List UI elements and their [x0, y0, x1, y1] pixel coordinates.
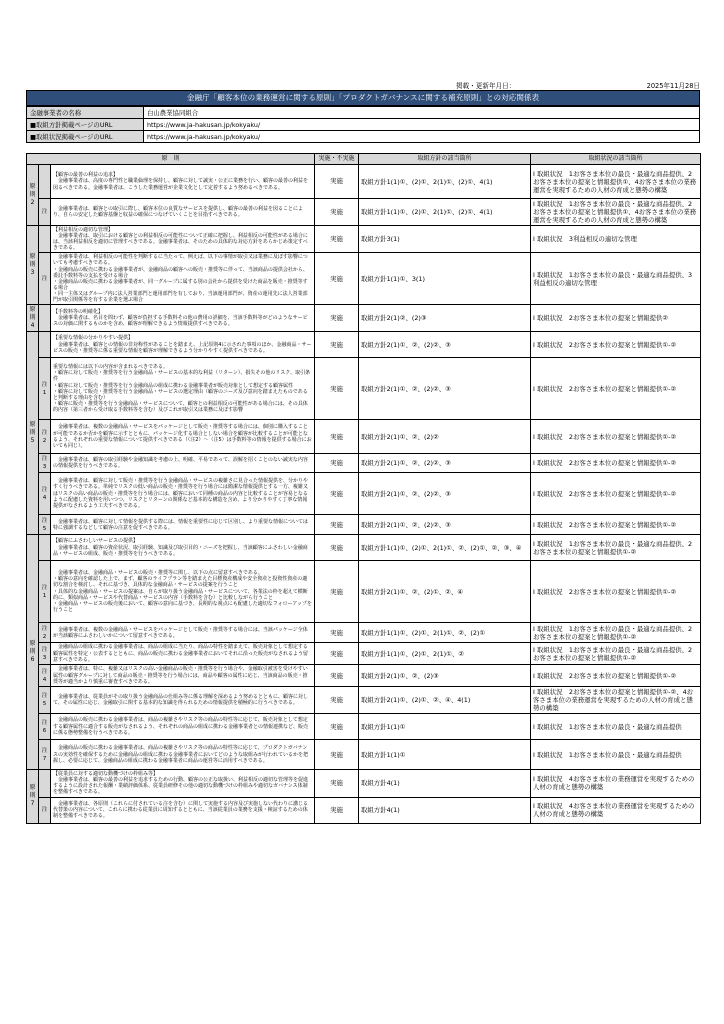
policy-reference: 取組方針2(1)①、②、(2)②、③ [359, 515, 531, 535]
principle-text: 金融商品の販売に携わる金融事業者は、商品の複雑さやリスク等の商品の特性等に応じて、プロダクトガバナンスの実効性を確保するために金融商品の組成に携わる金融事業者においてどのような取組みが行われているかを把握し、必要に応じて、金融商品の組成に携わる金融事業者に商品の運営等に活用すべきである。 [51, 740, 315, 770]
policy-reference: 取組方針2(1)①、②、(2)②、③ [359, 358, 531, 420]
implementation-status: 実施 [315, 226, 359, 253]
info-key: ■取組状況掲載ページのURL [27, 131, 144, 143]
policy-reference: 取組方針2(1)①、②、(2)③ [359, 665, 531, 687]
status-reference: Ⅰ 取組状況 2お客さま本位の提案と情報提供①-②、4お客さま本位の業務運営を実現するための人材の育成と態勢の構築 [531, 687, 701, 714]
principle-text: 金融事業者は、複数の金融商品・サービスをパッケージとして販売・推奨等する場合には、個別に購入することが可能であるか否かを顧客に示すとともに、パッケージ化する場合としない場合を顧客が比較することが可能となるよう、それぞれの重要な情報について提供すべきである（（注2）～（注5）は手数料等の情報を提供する場合においても同じ）。 [51, 420, 315, 454]
note-number: 注 [39, 199, 51, 226]
principle-text: 金融事業者は、各原則（これらに付されている注を含む）に関して実施する内容及び実施しない代わりに講じる代替策の内容について、これらに携わる従業員に周知するとともに、当該従業員の業務を支援・検証するための体制を整備すべきである。 [51, 797, 315, 823]
policy-reference: 取組方針2(1)①、②、(2)①、②、④ [359, 561, 531, 623]
policy-reference: 取組方針1(1)① [359, 740, 531, 770]
policy-reference: 取組方針4(1) [359, 797, 531, 823]
principle-text: 金融事業者は、複数の金融商品・サービスをパッケージとして販売・推奨等する場合には、当該パッケージ全体が当該顧客にふさわしいかについて留意すべきである。 [51, 623, 315, 643]
table-row [27, 797, 701, 823]
principle-text: 金融事業者は、特に、複雑又はリスクの高い金融商品の販売・推奨等を行う場合や、金融取引被害を受けやすい属性の顧客グループに対して商品の販売・推奨等を行う場合には、商品や顧客の属性に応じ、当該商品の販売・推奨等が適当かより慎重に審査すべきである。 [51, 665, 315, 687]
info-value: 白山農業協同組合 [144, 107, 700, 119]
status-reference: Ⅰ 取組状況 1お客さま本位の最良・最適な商品提供 [531, 714, 701, 740]
implementation-status: 実施 [315, 253, 359, 305]
policy-reference: 取組方針1(1)①、(2)①、2(1)①、②、(2)① [359, 623, 531, 643]
company-info-table [26, 106, 700, 143]
principle-text: 金融事業者は、金融商品・サービスの販売・推奨等に関し、以下の点に留意すべきである。 ・顧客の意向を確認した上で、まず、顧客のライフプラン等を踏まえた目標資産構成や安全資産と投資性資産の適切な割合を検討し、それに基づき、具体的な金融商品・サービスの提案を行うこと ・具体的な金融商品・サービスの提案は、自らが取り扱う金融商品・サービスについて、各業法の枠を超えて横断的に、類似商品・サービスや代替商品・サービスの内容（手数料を含む）と比較しながら行うこと ・金融商品・サービスの販売後において、顧客の意向に基づき、長期的な視点にも配慮した適切なフォローアップを行うこと [51, 561, 315, 623]
info-row-policy-url [27, 119, 700, 131]
status-reference: Ⅰ 取組状況 2お客さま本位の提案と情報提供①-② [531, 332, 701, 358]
policy-reference: 取組方針2(1)①、②、(2)②、③ [359, 473, 531, 515]
header-implementation: 実施・不実施 [315, 154, 359, 165]
update-date-line [26, 80, 700, 90]
note-number [39, 535, 51, 561]
principle-text: 重要な情報には以下の内容が含まれるべきである。 ・顧客に対して販売・推奨等を行う金融商品・サービスの基本的な利益（リターン）、損失その他のリスク、取引条件 ・顧客に対して販売・推奨等を行う金融商品の組成に携わる金融事業者が販売対象として想定する顧客属性 ・顧客に対して販売・推奨等を行う金融商品・サービスの選定理由（顧客のニーズ及び意向を踏まえたものであると判断する理由を含む） ・顧客に販売・推奨等を行う金融商品・サービスについて、顧客との利益相反の可能性がある場合には、その具体的内容（第三者から受け取る手数料等を含む）及びこれが取引又は業務に及ぼす影響 [51, 358, 315, 420]
principle-text: 【従業員に対する適切な動機づけの枠組み等】 金融事業者は、顧客の最善の利益を追求するための行動、顧客の公正な取扱い、利益相反の適切な管理等を促進するように設計された報酬・業績評価体系、従業員研修その他の適切な動機づけの枠組みや適切なガバナンス体制を整備すべきである。 [51, 770, 315, 797]
status-reference: Ⅰ 取組状況 2お客さま本位の提案と情報提供①-② [531, 358, 701, 420]
status-reference: Ⅰ 取組状況 2お客さま本位の提案と情報提供①-② [531, 420, 701, 454]
principle-text: 金融商品の販売に携わる金融事業者は、商品の複雑さやリスク等の商品の特性等に応じて、販売対象として想定する顧客属性に適合する販売がなされるよう、それぞれの商品の組成に携わる金融事業者との情報連携など、販売に係る態勢整備を行うべきである。 [51, 714, 315, 740]
principle-text: 金融事業者は、顧客との取引に際し、顧客本位の良質なサービスを提供し、顧客の最善の利益を図ることにより、自らの安定した顧客基盤と収益の確保につなげていくことを目指すべきである。 [51, 199, 315, 226]
status-reference: Ⅰ 取組状況 1お客さま本位の最良・最適な商品提供、3利益相反の適切な管理 [531, 253, 701, 305]
table-row [27, 305, 701, 332]
note-number [39, 332, 51, 358]
note-number [39, 226, 51, 253]
principle-text: 【利益相反の適切な管理】 金融事業者は、取引における顧客との利益相反の可能性について正確に把握し、利益相反の可能性がある場合には、当該利益相反を適切に管理すべきである。金融事業者は、そのための具体的な対応方針をあらかじめ策定すべきである。 [51, 226, 315, 253]
implementation-status: 実施 [315, 770, 359, 797]
principle-number: 原則7 [27, 770, 39, 823]
info-value-link[interactable]: https://www.ja-hakusan.jp/kokyaku/ [144, 119, 700, 131]
table-body [27, 165, 701, 824]
header-principle: 原 則 [27, 154, 315, 165]
page-title: 金融庁「顧客本位の業務運営に関する原則」「プロダクトガバナンスに関する補充原則」との対応関係表 [26, 90, 700, 106]
table-row [27, 770, 701, 797]
table-row [27, 714, 701, 740]
implementation-status: 実施 [315, 473, 359, 515]
info-row-name [27, 107, 700, 119]
info-row-status-url [27, 131, 700, 143]
principle-text: 【重要な情報の分かりやすい提供】 金融事業者は、顧客との情報の非対称性があることを踏まえ、上記原則4に示された事項のほか、金融商品・サービスの販売・推奨等に係る重要な情報を顧客が理解できるよう分かりやすく提供すべきである。 [51, 332, 315, 358]
implementation-status: 実施 [315, 623, 359, 643]
principle-text: 金融事業者は、利益相反の可能性を判断するに当たって、例えば、以下の事情が取引又は業務に及ぼす影響についても考慮すべきである。 ・金融商品の販売に携わる金融事業者が、金融商品の顧客への販売・推奨等に伴って、当該商品の提供会社から、委託手数料等の支払を受ける場合 ・金融商品の販売に携わる金融事業者が、同一グループに属する別の会社から提供を受けた商品を販売・推奨等する場合 ・同一主体又はグループ内に法人営業部門と運用部門を有しており、当該運用部門が、資産の運用先に法人営業部門が取引関係等を有する企業を選ぶ場合 [51, 253, 315, 305]
note-number: 注3 [39, 454, 51, 473]
status-reference: Ⅰ 取組状況 2お客さま本位の提案と情報提供①-② [531, 454, 701, 473]
note-number: 注7 [39, 740, 51, 770]
note-number: 注2 [39, 420, 51, 454]
table-row [27, 561, 701, 623]
principle-number: 原則2 [27, 165, 39, 226]
status-reference: Ⅰ 取組状況 1お客さま本位の最良・最適な商品提供、2お客さま本位の提案と情報提供①-② [531, 535, 701, 561]
table-row [27, 420, 701, 454]
note-number: 注1 [39, 358, 51, 420]
table-row [27, 473, 701, 515]
note-number: 注4 [39, 473, 51, 515]
header-status: 取組状況の該当箇所 [531, 154, 701, 165]
note-number: 注 [39, 253, 51, 305]
policy-reference: 取組方針1(1)①、(2)①、2(1)①、②、(2)①、②、③、④ [359, 535, 531, 561]
implementation-status: 実施 [315, 665, 359, 687]
implementation-status: 実施 [315, 643, 359, 665]
implementation-status: 実施 [315, 454, 359, 473]
note-number [39, 770, 51, 797]
note-number: 注3 [39, 643, 51, 665]
principle-number: 原則4 [27, 305, 39, 332]
note-number [39, 165, 51, 199]
header-policy: 取組方針の該当箇所 [359, 154, 531, 165]
table-row [27, 253, 701, 305]
table-row [27, 358, 701, 420]
implementation-status: 実施 [315, 358, 359, 420]
policy-reference: 取組方針3(1) [359, 226, 531, 253]
implementation-status: 実施 [315, 714, 359, 740]
policy-reference: 取組方針2(1)①、②、(2)② [359, 420, 531, 454]
status-reference: Ⅰ 取組状況 4お客さま本位の業務運営を実現するための人材の育成と態勢の構築 [531, 797, 701, 823]
implementation-status: 実施 [315, 165, 359, 199]
implementation-status: 実施 [315, 305, 359, 332]
principle-text: 金融事業者は、従業員がその取り扱う金融商品の仕組み等に係る理解を深めるよう努めるとともに、顧客に対して、その属性に応じ、金融取引に関する基本的な知識を得られるための情報提供を積極的に行うべきである。 [51, 687, 315, 714]
table-row [27, 623, 701, 643]
principle-text: 【顧客にふさわしいサービスの提供】 金融事業者は、顧客の資産状況、取引経験、知識及び取引目的・ニーズを把握し、当該顧客にふさわしい金融商品・サービスの組成、販売・推奨等を行うべきである。 [51, 535, 315, 561]
policy-reference: 取組方針1(1)①、(2)①、2(1)①、(2)①、4(1) [359, 165, 531, 199]
policy-reference: 取組方針1(1)① [359, 714, 531, 740]
note-number: 注6 [39, 714, 51, 740]
status-reference: Ⅰ 取組状況 2お客さま本位の提案と情報提供①-② [531, 561, 701, 623]
policy-reference: 取組方針2(1)①、(2)①、②、④、4(1) [359, 687, 531, 714]
principle-text: 金融商品の組成に携わる金融事業者は、商品の組成に当たり、商品の特性を踏まえて、販売対象として想定する顧客属性を特定・公表するとともに、商品の販売に携わる金融事業者においてそれに沿った販売がなされるよう留意すべきである。 [51, 643, 315, 665]
update-date-value: 2025年11月28日 [646, 82, 700, 90]
policy-reference: 取組方針1(1)①、3(1) [359, 253, 531, 305]
table-row [27, 454, 701, 473]
status-reference: Ⅰ 取組状況 3利益相反の適切な管理 [531, 226, 701, 253]
note-number: 注1 [39, 561, 51, 623]
principle-text: 【手数料等の明確化】 金融事業者は、名目を問わず、顧客が負担する手数料その他の費用の詳細を、当該手数料等がどのようなサービスの対価に関するものかを含め、顧客が理解できるよう情報提供すべきである。 [51, 305, 315, 332]
principle-text: 金融事業者は、顧客に対して情報を提供する際には、情報を重要性に応じて区別し、より重要な情報については特に強調するなどして顧客の注意を促すべきである。 [51, 515, 315, 535]
status-reference: Ⅰ 取組状況 1お客さま本位の最良・最適な商品提供、2お客さま本位の提案と情報提供①、4お客さま本位の業務運営を実現するための人材の育成と態勢の構築 [531, 199, 701, 226]
status-reference: Ⅰ 取組状況 1お客さま本位の最良・最適な商品提供、2お客さま本位の提案と情報提供①、4お客さま本位の業務運営を実現するための人材の育成と態勢の構築 [531, 165, 701, 199]
policy-reference: 取組方針2(1)②、(2)③ [359, 305, 531, 332]
table-row [27, 740, 701, 770]
policy-reference: 取組方針1(1)①、(2)①、2(1)①、(2)①、4(1) [359, 199, 531, 226]
status-reference: Ⅰ 取組状況 1お客さま本位の最良・最適な商品提供 [531, 740, 701, 770]
status-reference: Ⅰ 取組状況 1お客さま本位の最良・最適な商品提供、2お客さま本位の提案と情報提供①-② [531, 643, 701, 665]
principle-mapping-table [26, 153, 701, 824]
implementation-status: 実施 [315, 740, 359, 770]
info-key: 金融事業者の名称 [27, 107, 144, 119]
table-row [27, 515, 701, 535]
note-number: 注4 [39, 665, 51, 687]
table-row [27, 535, 701, 561]
status-reference: Ⅰ 取組状況 4お客さま本位の業務運営を実現するための人材の育成と態勢の構築 [531, 770, 701, 797]
status-reference: Ⅰ 取組状況 2お客さま本位の提案と情報提供①-② [531, 473, 701, 515]
table-row [27, 199, 701, 226]
info-value-link[interactable]: https://www.ja-hakusan.jp/kokyaku/ [144, 131, 700, 143]
status-reference: Ⅰ 取組状況 2お客さま本位の提案と情報提供①-② [531, 665, 701, 687]
policy-reference: 取組方針2(1)①、②、(2)②、③ [359, 332, 531, 358]
table-row [27, 643, 701, 665]
note-number: 注 [39, 797, 51, 823]
table-header-row [27, 154, 701, 165]
principle-number: 原則3 [27, 226, 39, 305]
principle-text: 金融事業者は、顧客の取引経験や金融知識を考慮の上、明確、平易であって、誤解を招くことのない誠実な内容の情報提供を行うべきである。 [51, 454, 315, 473]
principle-text: 金融事業者は、顧客に対して販売・推奨等を行う金融商品・サービスの複雑さに見合った情報提供を、分かりやすく行うべきである。単純でリスクの低い商品の販売・推奨等を行う場合には簡潔な情報提供とする一方、複雑又はリスクの高い商品の販売・推奨等を行う場合には、顧客において同種の商品の内容と比較することが容易となるように配慮した資料を用いつつ、リスクとリターンの関係など基本的な構造を含め、より分かりやすく丁寧な情報提供がなされるよう工夫すべきである。 [51, 473, 315, 515]
info-key: ■取組方針掲載ページのURL [27, 119, 144, 131]
table-row [27, 165, 701, 199]
policy-reference: 取組方針1(1)①、(2)①、2(1)①、② [359, 643, 531, 665]
implementation-status: 実施 [315, 420, 359, 454]
update-date-label: 掲載・更新年月日： [456, 82, 516, 90]
note-number: 注5 [39, 515, 51, 535]
principle-text: 【顧客の最善の利益の追求】 金融事業者は、高度の専門性と職業倫理を保持し、顧客に対して誠実・公正に業務を行い、顧客の最善の利益を図るべきである。金融事業者は、こうした業務運営が企業文化として定着するよう努めるべきである。 [51, 165, 315, 199]
implementation-status: 実施 [315, 515, 359, 535]
status-reference: Ⅰ 取組状況 2お客さま本位の提案と情報提供①-② [531, 515, 701, 535]
policy-reference: 取組方針4(1) [359, 770, 531, 797]
note-number [39, 305, 51, 332]
note-number: 注2 [39, 623, 51, 643]
implementation-status: 実施 [315, 687, 359, 714]
principle-number: 原則6 [27, 535, 39, 770]
policy-reference: 取組方針2(1)①、②、(2)②、③ [359, 454, 531, 473]
status-reference: Ⅰ 取組状況 1お客さま本位の最良・最適な商品提供、2お客さま本位の提案と情報提供①-② [531, 623, 701, 643]
implementation-status: 実施 [315, 561, 359, 623]
table-row [27, 332, 701, 358]
implementation-status: 実施 [315, 332, 359, 358]
table-row [27, 226, 701, 253]
principle-number: 原則5 [27, 332, 39, 535]
implementation-status: 実施 [315, 797, 359, 823]
implementation-status: 実施 [315, 535, 359, 561]
table-row [27, 687, 701, 714]
note-number: 注5 [39, 687, 51, 714]
implementation-status: 実施 [315, 199, 359, 226]
status-reference: Ⅰ 取組状況 2お客さま本位の提案と情報提供② [531, 305, 701, 332]
table-row [27, 665, 701, 687]
